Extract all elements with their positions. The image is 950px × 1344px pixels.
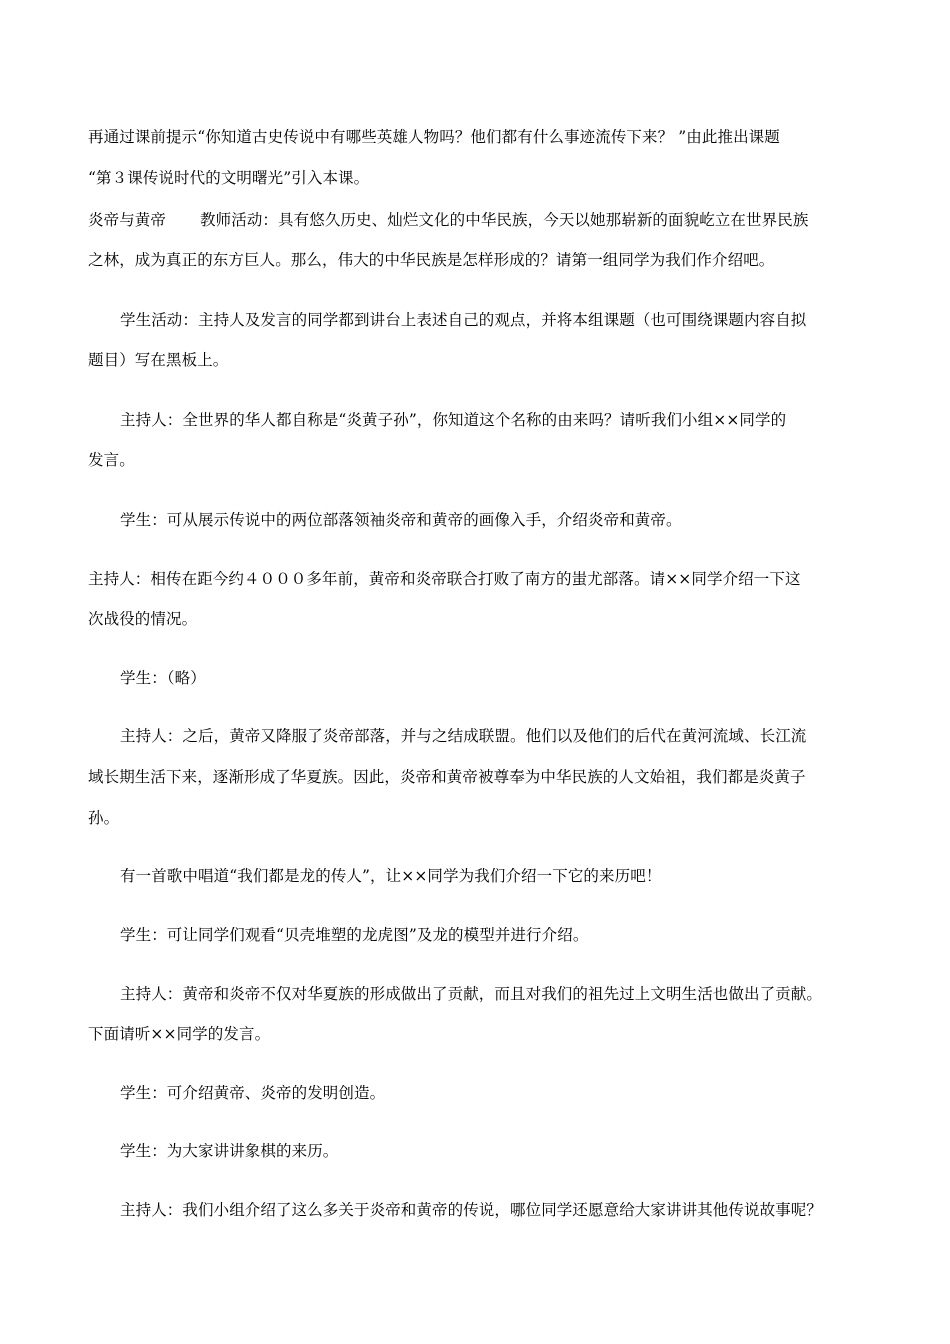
paragraph-line: 有一首歌中唱道“我们都是龙的传人”，让××同学为我们介绍一下它的来历吧！ (120, 867, 662, 885)
paragraph-line: 主持人：我们小组介绍了这么多关于炎帝和黄帝的传说，哪位同学还愿意给大家讲讲其他传说故事呢？ (120, 1201, 823, 1219)
paragraph-line: 下面请听××同学的发言。 (88, 1025, 271, 1043)
section-line (88, 210, 878, 230)
paragraph-line: 域长期生活下来，逐渐形成了华夏族。因此，炎帝和黄帝被尊奉为中华民族的人文始祖，我们都是炎黄子 (88, 768, 806, 786)
paragraph-line: 学生：可从展示传说中的两位部落领袖炎帝和黄帝的画像入手，介绍炎帝和黄帝。 (120, 511, 682, 529)
paragraph-text: 教师活动：具有悠久历史、灿烂文化的中华民族，今天以她那崭新的面貌屹立在世界民族 (200, 211, 809, 229)
paragraph-line: 孙。 (88, 809, 120, 827)
paragraph-line: 主持人：相传在距今约４０００多年前，黄帝和炎帝联合打败了南方的蚩尤部落。请××同学介绍一下这 (88, 570, 801, 588)
paragraph-line: 之林，成为真正的东方巨人。那么，伟大的中华民族是怎样形成的？请第一组同学为我们作介绍吧。 (88, 251, 775, 269)
paragraph-line: 学生：可介绍黄帝、炎帝的发明创造。 (120, 1084, 386, 1102)
section-heading: 炎帝与黄帝 (88, 211, 167, 229)
paragraph-line: 发言。 (88, 451, 135, 469)
paragraph-line: 次战役的情况。 (88, 610, 198, 628)
paragraph-line: 再通过课前提示“你知道古史传说中有哪些英雄人物吗？他们都有什么事迹流传下来？ ”由此推出课题 (88, 128, 780, 146)
paragraph-line: 学生活动：主持人及发言的同学都到讲台上表述自己的观点，并将本组课题（也可围绕课题内容自拟 (120, 311, 807, 329)
paragraph-line: “第３课传说时代的文明曙光”引入本课。 (88, 169, 370, 187)
paragraph-line: 主持人：之后，黄帝又降服了炎帝部落，并与之结成联盟。他们以及他们的后代在黄河流域、长江流 (120, 727, 807, 745)
paragraph-line: 学生：为大家讲讲象棋的来历。 (120, 1142, 339, 1160)
paragraph-line: 主持人：全世界的华人都自称是“炎黄子孙”，你知道这个名称的由来吗？请听我们小组××同学的 (120, 411, 787, 429)
paragraph-line: 学生：（略） (120, 669, 206, 687)
paragraph-line: 主持人：黄帝和炎帝不仅对华夏族的形成做出了贡献，而且对我们的祖先过上文明生活也做出了贡献。 (120, 985, 823, 1003)
paragraph-line: 学生：可让同学们观看“贝壳堆塑的龙虎图”及龙的模型并进行介绍。 (120, 926, 589, 944)
paragraph-line: 题目）写在黑板上。 (88, 351, 229, 369)
